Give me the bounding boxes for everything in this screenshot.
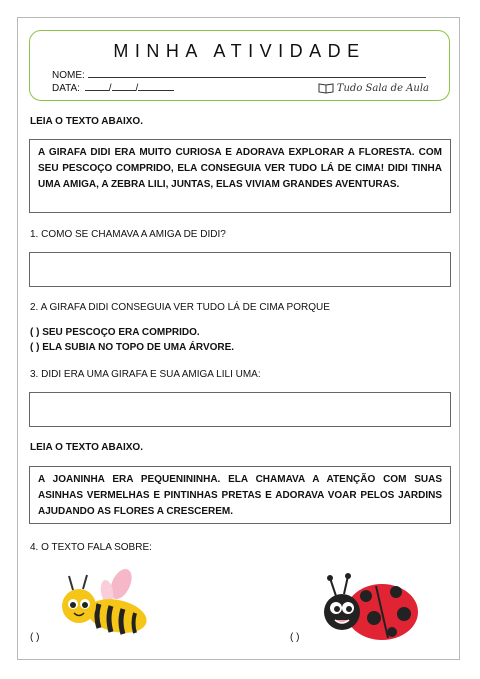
book-icon [318,82,334,94]
q4-option-bee[interactable]: ( ) [30,632,40,643]
bee-icon [55,568,155,640]
date-day-field[interactable] [85,80,109,91]
question-4: 4. O TEXTO FALA SOBRE: [30,542,152,553]
page-border [17,17,460,660]
name-line [52,67,426,81]
date-month-field[interactable] [112,80,136,91]
header-box [29,30,450,101]
date-year-field[interactable] [138,80,174,91]
section2-heading: LEIA O TEXTO ABAIXO. [30,442,143,453]
section2-text-box [29,466,451,524]
q2-option-1[interactable]: ( ) SEU PESCOÇO ERA COMPRIDO. [30,327,200,338]
date-label: DATA: [52,83,80,94]
name-label: NOME: [52,70,85,81]
question-2: 2. A GIRAFA DIDI CONSEGUIA VER TUDO LÁ DE CIMA PORQUE [30,302,330,313]
question-1: 1. COMO SE CHAMAVA A AMIGA DE DIDI? [30,229,226,240]
answer-box-1[interactable] [29,252,451,287]
logo [318,82,429,94]
logo-text: Tudo Sala de Aula [336,82,429,94]
question-3: 3. DIDI ERA UMA GIRAFA E SUA AMIGA LILI UMA: [30,369,261,380]
section2-text: A JOANINHA ERA PEQUENININHA. ELA CHAMAVA A ATENÇÃO COM SUAS ASINHAS VERMELHAS E PINTINHAS PRETAS E ADORAVA VOAR PELOS JARDINS AJUDANDO AS FLORES A CRESCEREM. [38,474,442,517]
section1-text: A GIRAFA DIDI ERA MUITO CURIOSA E ADORAVA EXPLORAR A FLORESTA. COM SEU PESCOÇO COMPRIDO, ELA CONSEGUIA VER TUDO LÁ DE CIMA! DIDI TINHA UMA AMIGA, A ZEBRA LILI, JUNTAS, ELAS VIVIAM GRANDES AVENTURAS. [38,147,442,190]
answer-box-3[interactable] [29,392,451,427]
date-line: DATA: / / [52,80,174,94]
section1-text-box [29,139,451,213]
q4-option-ladybug[interactable]: ( ) [290,632,300,643]
page-title: MINHA ATIVIDADE [113,41,366,61]
q2-option-2[interactable]: ( ) ELA SUBIA NO TOPO DE UMA ÁRVORE. [30,342,235,353]
ladybug-icon [318,572,422,642]
name-field[interactable] [88,67,426,78]
section1-heading: LEIA O TEXTO ABAIXO. [30,116,143,127]
